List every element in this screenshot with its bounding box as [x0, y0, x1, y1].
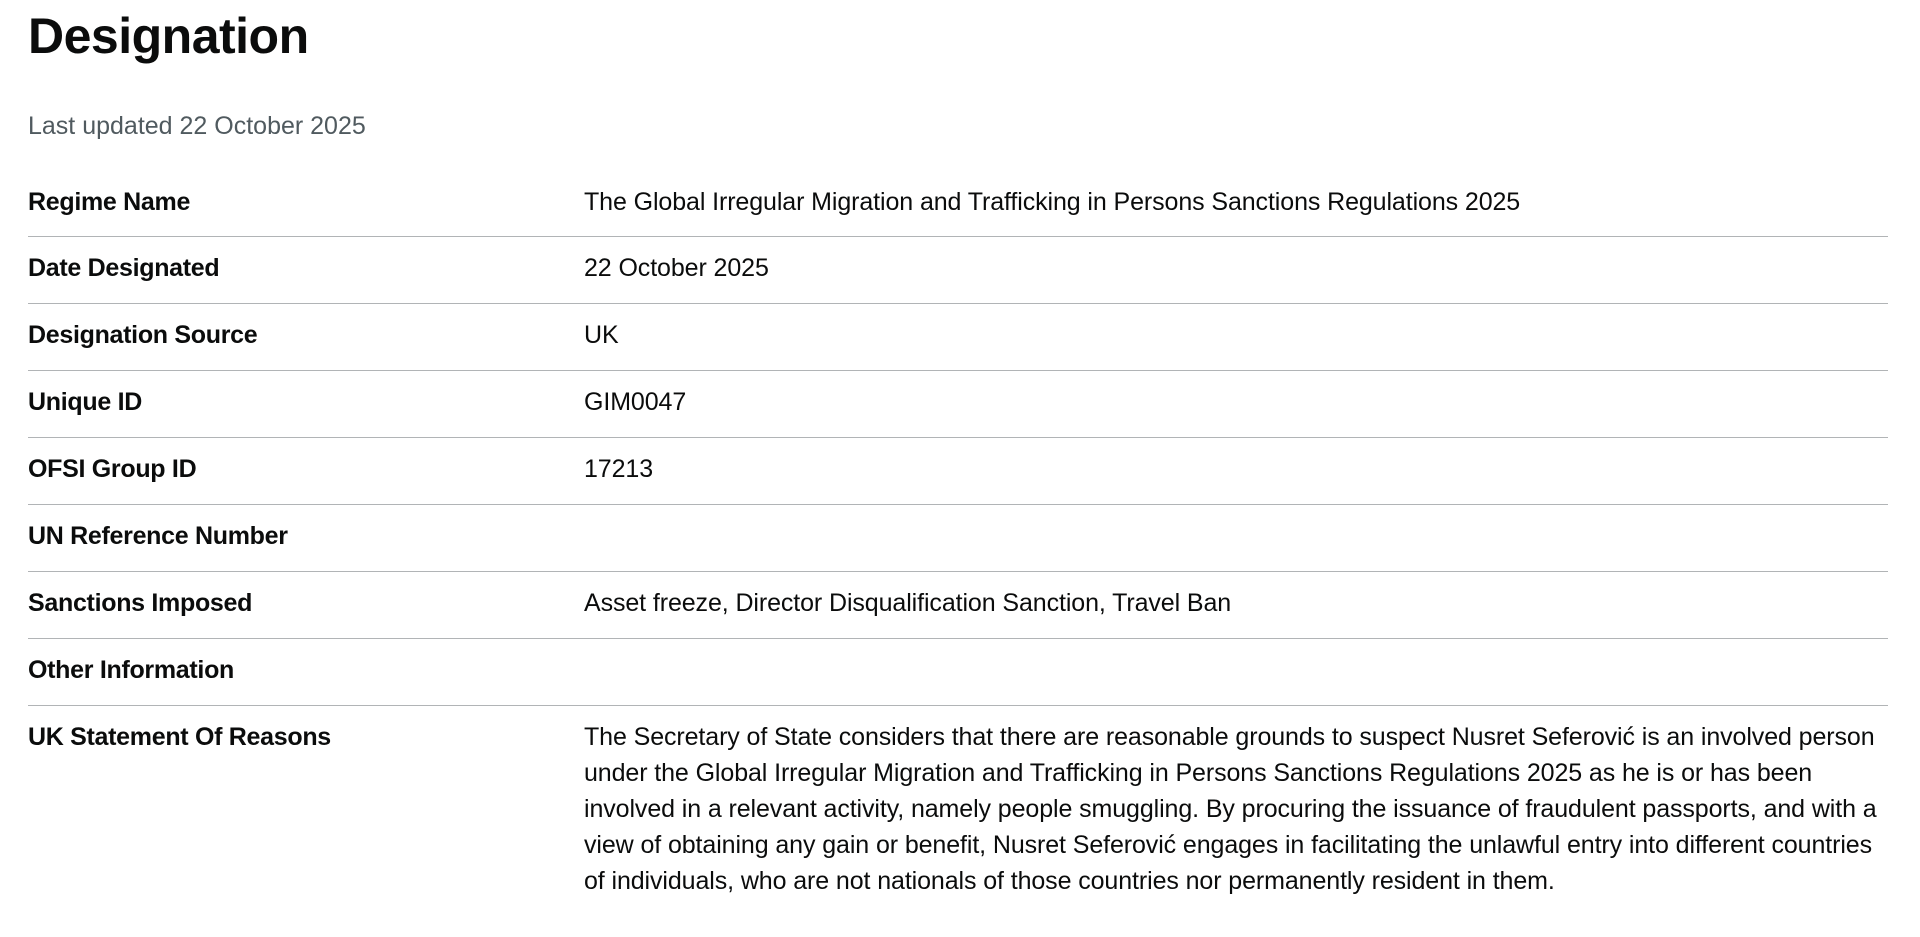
summary-key: UK Statement Of Reasons [28, 723, 331, 751]
summary-key: Unique ID [28, 388, 142, 416]
summary-row-ofsi-group-id [28, 438, 1888, 505]
summary-value: 22 October 2025 [584, 254, 769, 282]
summary-value: GIM0047 [584, 388, 687, 416]
summary-value: The Global Irregular Migration and Trafficking in Persons Sanctions Regulations 2025 [584, 188, 1521, 216]
summary-value: UK [584, 321, 619, 349]
summary-row-other-information [28, 639, 1888, 706]
summary-key: Designation Source [28, 321, 258, 349]
summary-value [584, 505, 1888, 571]
summary-row-uk-statement-of-reasons [28, 706, 1888, 916]
summary-key: Sanctions Imposed [28, 589, 253, 617]
page-title: Designation [28, 8, 309, 64]
summary-value [584, 639, 1888, 705]
summary-row-date-designated [28, 237, 1888, 304]
summary-key: Regime Name [28, 188, 191, 216]
summary-row-un-reference-number [28, 505, 1888, 572]
summary-key: Other Information [28, 656, 235, 684]
summary-value: 17213 [584, 455, 654, 483]
summary-value: The Secretary of State considers that there are reasonable grounds to suspect Nusret Seferović is an involved person under the Global Irregular Migration and Trafficking in Persons Sanctions Regulations 2025 as he is or has been involved in a relevant activity, namely people smuggling. By procuring the issuance of fraudulent passports, and with a view of obtaining any gain or benefit, Nusret Seferović engages in facilitating the unlawful entry into different countries of individuals, who are not nationals of those countries nor permanently resident in them. [584, 723, 1877, 895]
summary-key: OFSI Group ID [28, 455, 197, 483]
summary-row-designation-source [28, 304, 1888, 371]
summary-list [28, 172, 1888, 916]
summary-key: UN Reference Number [28, 522, 288, 550]
summary-row-unique-id [28, 371, 1888, 438]
summary-key: Date Designated [28, 254, 220, 282]
last-updated-text: Last updated 22 October 2025 [28, 112, 366, 140]
summary-value: Asset freeze, Director Disqualification Sanction, Travel Ban [584, 589, 1232, 617]
summary-row-regime-name [28, 172, 1888, 237]
summary-row-sanctions-imposed [28, 572, 1888, 639]
